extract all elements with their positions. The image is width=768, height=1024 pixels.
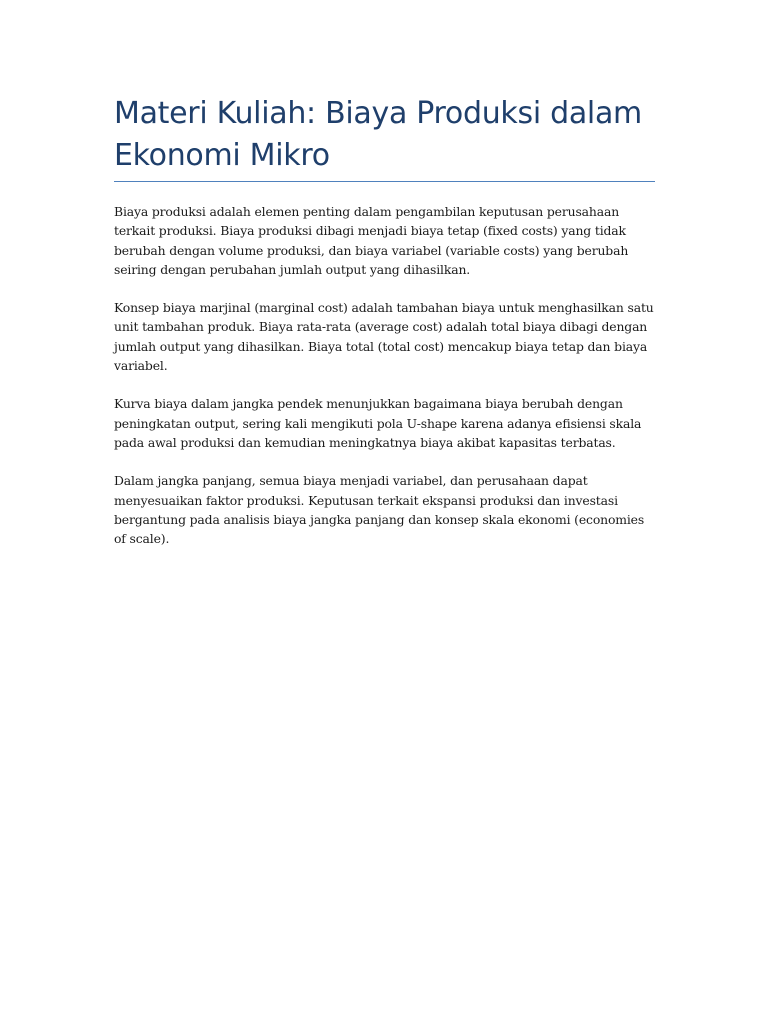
paragraph-1: Biaya produksi adalah elemen penting dalam pengambilan keputusan perusahaan terkait produksi. Biaya produksi dibagi menjadi biaya tetap (fixed costs) yang tidak berubah dengan volume produksi, dan biaya variabel (variable costs) yang berubah seiring dengan perubahan jumlah output yang dihasilkan. [114, 204, 629, 277]
paragraph-2: Konsep biaya marjinal (marginal cost) adalah tambahan biaya untuk menghasilkan satu unit tambahan produk. Biaya rata-rata (average cost) adalah total biaya dibagi dengan jumlah output yang dihasilkan. Biaya total (total cost) mencakup biaya tetap dan biaya variabel. [114, 300, 654, 374]
title-underline [114, 181, 655, 182]
document-body [114, 93, 655, 567]
paragraph-4: Dalam jangka panjang, semua biaya menjadi variabel, dan perusahaan dapat menyesuaikan faktor produksi. Keputusan terkait ekspansi produksi dan investasi bergantung pada analisis biaya jangka panjang dan konsep skala ekonomi (economies of scale). [114, 473, 645, 547]
paragraph-3: Kurva biaya dalam jangka pendek menunjukkan bagaimana biaya berubah dengan peningkatan output, sering kali mengikuti pola U-shape karena adanya efisiensi skala pada awal produksi dan kemudian meningkatnya biaya akibat kapasitas terbatas. [114, 396, 642, 450]
document-title: Materi Kuliah: Biaya Produksi dalam Ekonomi Mikro [114, 96, 642, 173]
